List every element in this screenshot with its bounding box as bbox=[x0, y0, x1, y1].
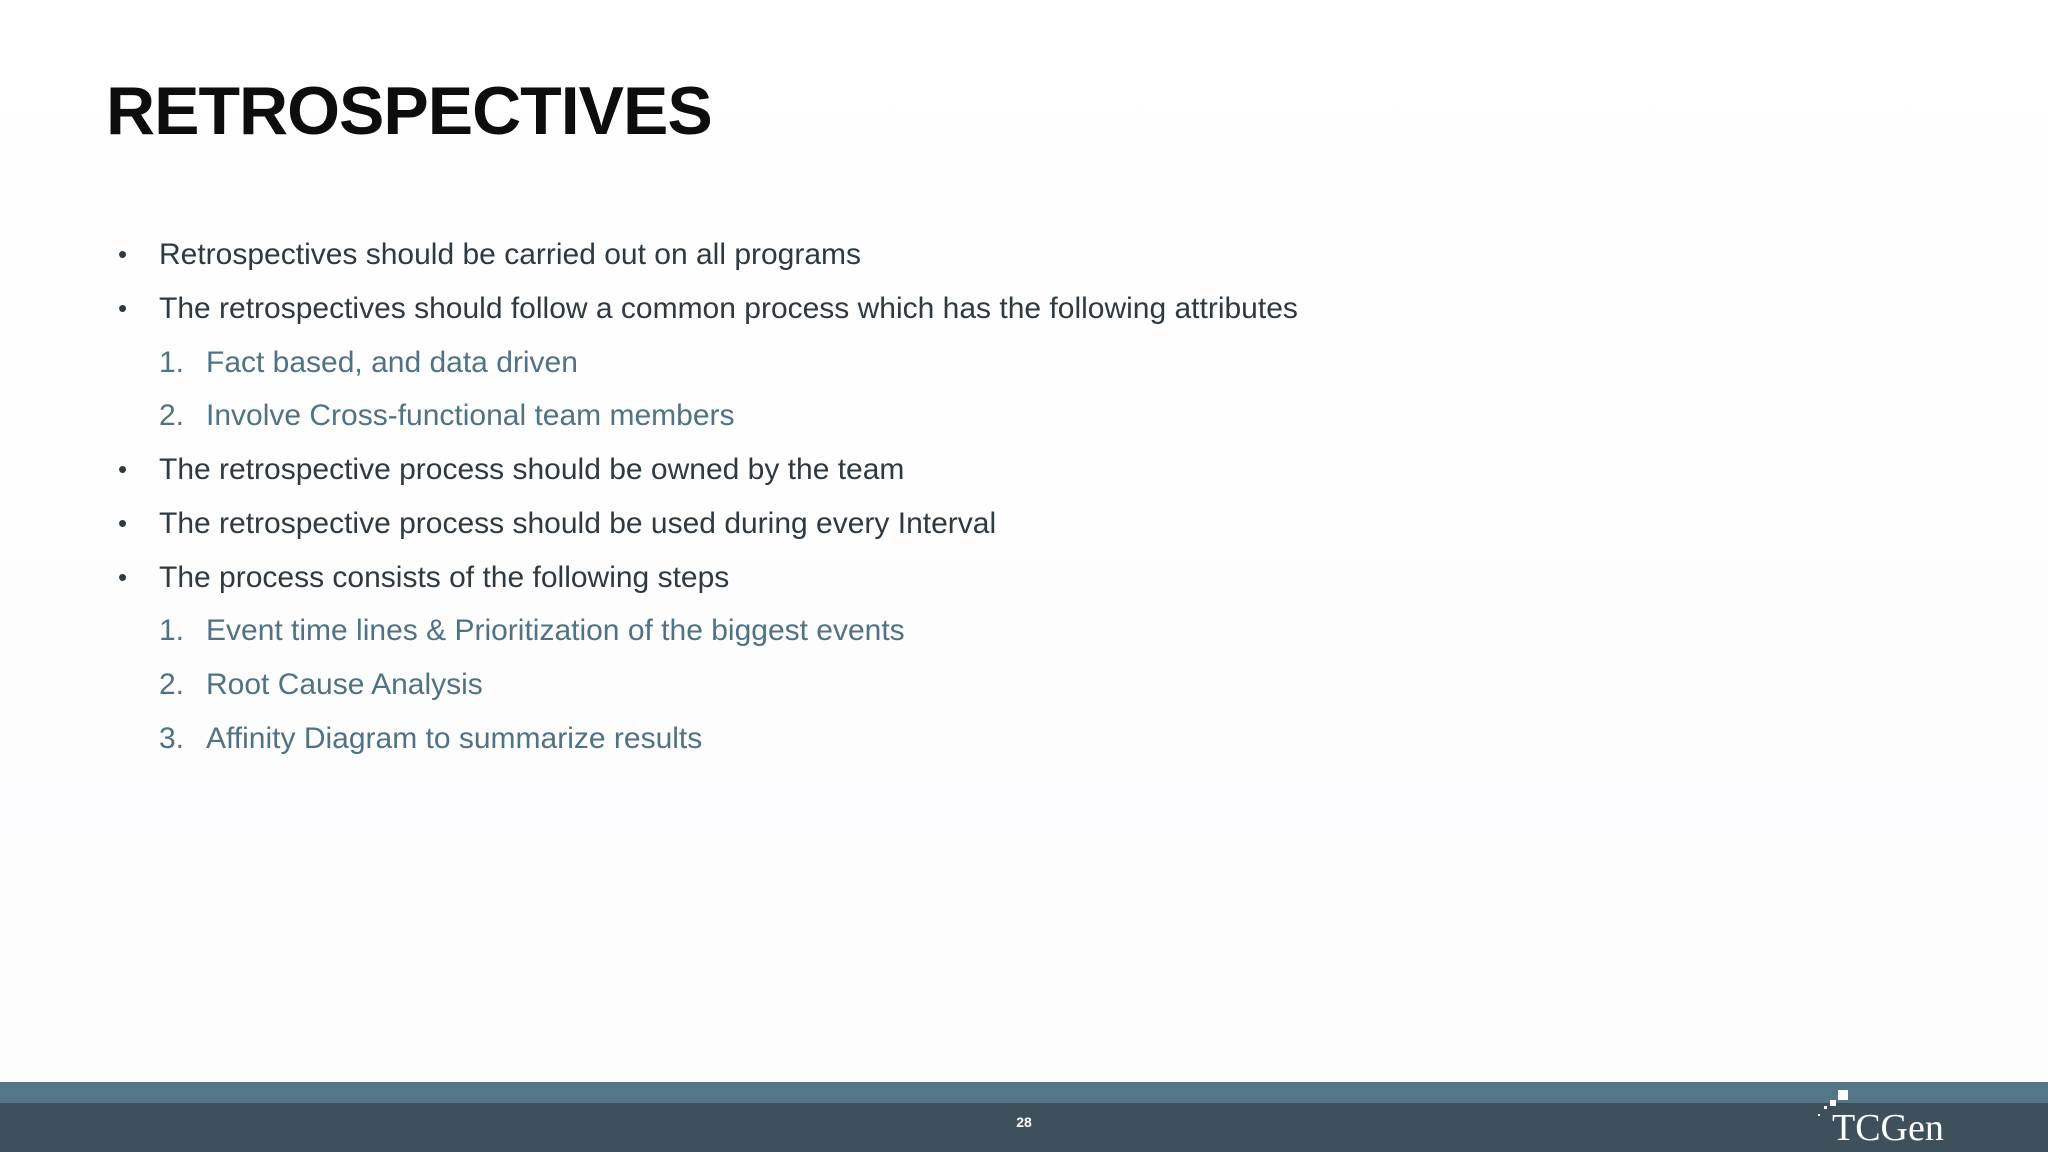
bullet-marker: • bbox=[118, 507, 128, 538]
bullet-text: The process consists of the following steps bbox=[159, 560, 730, 594]
number-marker: 1. bbox=[159, 345, 185, 379]
slide-title: RETROSPECTIVES bbox=[106, 73, 712, 149]
numbered-text: Affinity Diagram to summarize results bbox=[206, 721, 703, 755]
bullet-item bbox=[118, 282, 1818, 336]
page-number: 28 bbox=[1016, 1114, 1032, 1130]
numbered-text: Root Cause Analysis bbox=[206, 668, 483, 701]
bullet-item bbox=[118, 551, 1818, 605]
number-marker: 2. bbox=[159, 399, 185, 433]
footer-band bbox=[0, 1082, 2048, 1152]
bullet-marker: • bbox=[118, 292, 128, 323]
number-marker: 2. bbox=[159, 668, 185, 701]
numbered-item bbox=[118, 712, 1818, 766]
bullet-marker: • bbox=[118, 454, 128, 484]
bullet-marker: • bbox=[118, 561, 128, 592]
numbered-item bbox=[118, 658, 1818, 712]
footer-accent-stripe bbox=[0, 1082, 2048, 1103]
numbered-text: Involve Cross-functional team members bbox=[206, 399, 735, 433]
numbered-item bbox=[118, 336, 1818, 390]
numbered-item bbox=[118, 389, 1818, 443]
bullet-text: The retrospectives should follow a common process which has the following attributes bbox=[159, 291, 1298, 325]
numbered-text: Fact based, and data driven bbox=[206, 345, 578, 379]
tcgen-logo bbox=[1818, 1082, 2018, 1152]
bullet-item bbox=[118, 228, 1818, 282]
logo-wordmark: TCGen bbox=[1832, 1107, 1944, 1149]
slide-body bbox=[118, 228, 1818, 766]
numbered-text: Event time lines & Prioritization of the biggest events bbox=[206, 614, 905, 648]
bullet-marker: • bbox=[118, 239, 128, 269]
bullet-item bbox=[118, 497, 1818, 551]
bullet-text: The retrospective process should be used during every Interval bbox=[159, 506, 997, 540]
bullet-text: Retrospectives should be carried out on all programs bbox=[159, 238, 862, 271]
bullet-item bbox=[118, 443, 1818, 497]
numbered-item bbox=[118, 604, 1818, 658]
number-marker: 3. bbox=[159, 721, 185, 755]
number-marker: 1. bbox=[159, 614, 185, 648]
bullet-text: The retrospective process should be owned by the team bbox=[159, 453, 905, 486]
